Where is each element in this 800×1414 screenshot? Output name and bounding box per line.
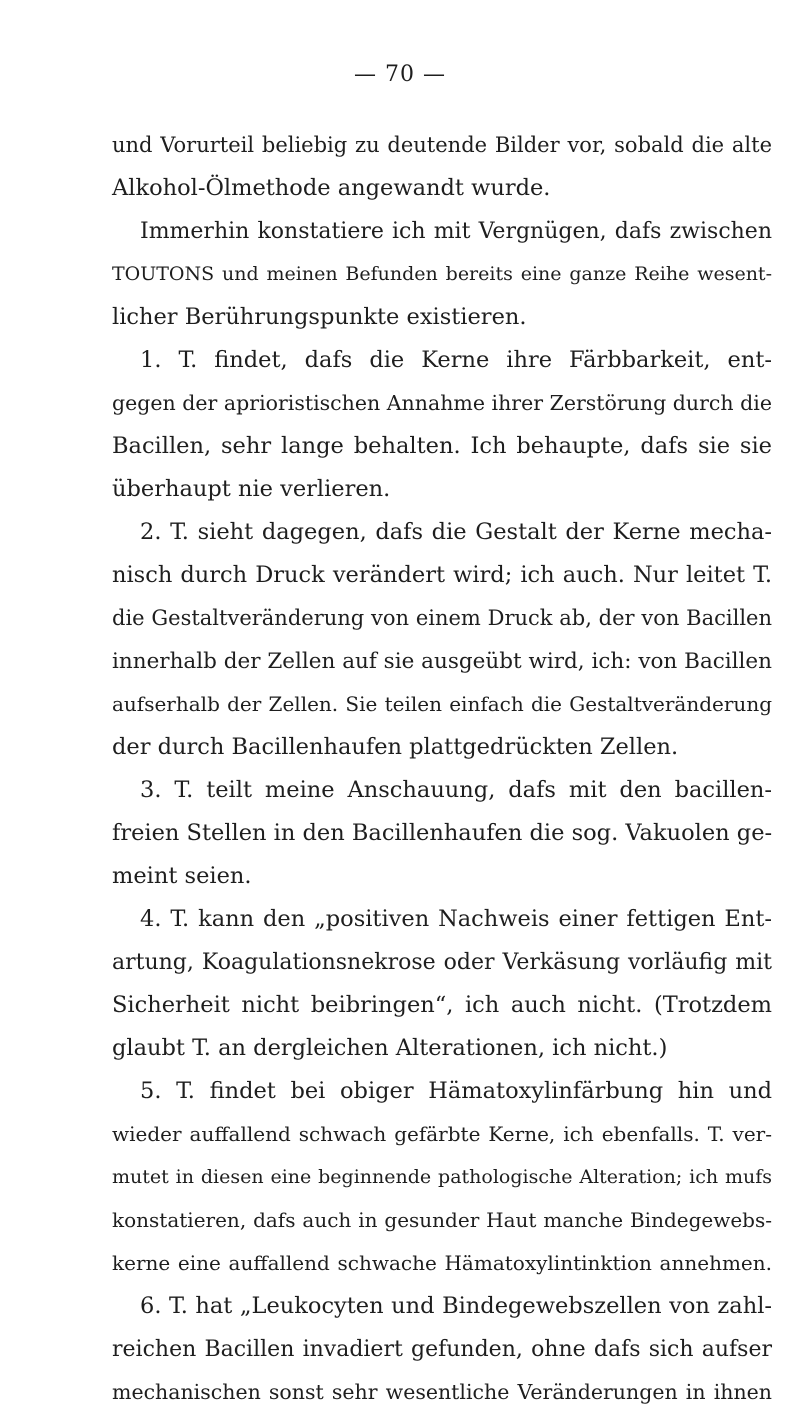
text-line: nisch durch Druck verändert wird; ich auch. Nur leitet T.: [112, 562, 772, 588]
text-line: gegen der aprioristischen Annahme ihrer Zerstörung durch die: [112, 391, 772, 415]
text-line: Immerhin konstatiere ich mit Vergnügen, dafs zwischen: [140, 219, 772, 244]
text-line: 3. T. teilt meine Anschauung, dafs mit den bacillen-: [140, 777, 772, 803]
text-line: mutet in diesen eine beginnende pathologische Alteration; ich mufs: [112, 1166, 772, 1188]
text-line: Sicherheit nicht beibringen“, ich auch nicht. (Trotzdem: [112, 992, 772, 1018]
text-line: aufserhalb der Zellen. Sie teilen einfach die Gestaltveränderung: [112, 692, 772, 716]
text-line: 1. T. findet, dafs die Kerne ihre Färbbarkeit, ent-: [140, 347, 772, 373]
text-line: licher Berührungspunkte existieren.: [112, 304, 527, 330]
text-line: reichen Bacillen invadiert gefunden, ohne dafs sich aufser: [112, 1337, 772, 1362]
text-line: mechanischen sonst sehr wesentliche Veränderungen in ihnen: [112, 1380, 772, 1404]
text-line: TOUTONS und meinen Befunden bereits eine ganze Reihe wesent-: [112, 263, 772, 285]
text-line: Alkohol-Ölmethode angewandt wurde.: [112, 175, 551, 201]
text-line: freien Stellen in den Bacillenhaufen die sog. Vakuolen ge-: [112, 820, 773, 846]
text-line: 5. T. findet bei obiger Hämatoxylinfärbung hin und: [140, 1078, 772, 1104]
text-line: 6. T. hat „Leukocyten und Bindegewebszellen von zahl-: [140, 1293, 772, 1319]
body-text: [112, 124, 772, 1414]
text-line: 2. T. sieht dagegen, dafs die Gestalt der Kerne mecha-: [140, 519, 772, 545]
text-line: innerhalb der Zellen auf sie ausgeübt wird, ich: von Bacillen: [112, 649, 772, 674]
text-line: die Gestaltveränderung von einem Druck ab, der von Bacillen: [112, 606, 772, 630]
text-line: der durch Bacillenhaufen plattgedrückten Zellen.: [112, 734, 679, 760]
text-line: glaubt T. an dergleichen Alterationen, ich nicht.): [112, 1035, 668, 1061]
text-line: überhaupt nie verlieren.: [112, 476, 391, 502]
text-line: meint seien.: [112, 863, 252, 889]
text-line: kerne eine auffallend schwache Hämatoxylintinktion annehmen.: [112, 1251, 772, 1275]
page-number: — 70 —: [354, 62, 446, 87]
text-line: konstatieren, dafs auch in gesunder Haut manche Bindegewebs-: [112, 1208, 772, 1232]
text-line: wieder auffallend schwach gefärbte Kerne, ich ebenfalls. T. ver-: [112, 1122, 772, 1146]
text-line: 4. T. kann den „positiven Nachweis einer fettigen Ent-: [140, 906, 772, 932]
text-line: Bacillen, sehr lange behalten. Ich behaupte, dafs sie sie: [112, 433, 772, 459]
text-line: und Vorurteil beliebig zu deutende Bilder vor, sobald die alte: [112, 133, 772, 157]
text-line: artung, Koagulationsnekrose oder Verkäsung vorläufig mit: [112, 950, 772, 975]
